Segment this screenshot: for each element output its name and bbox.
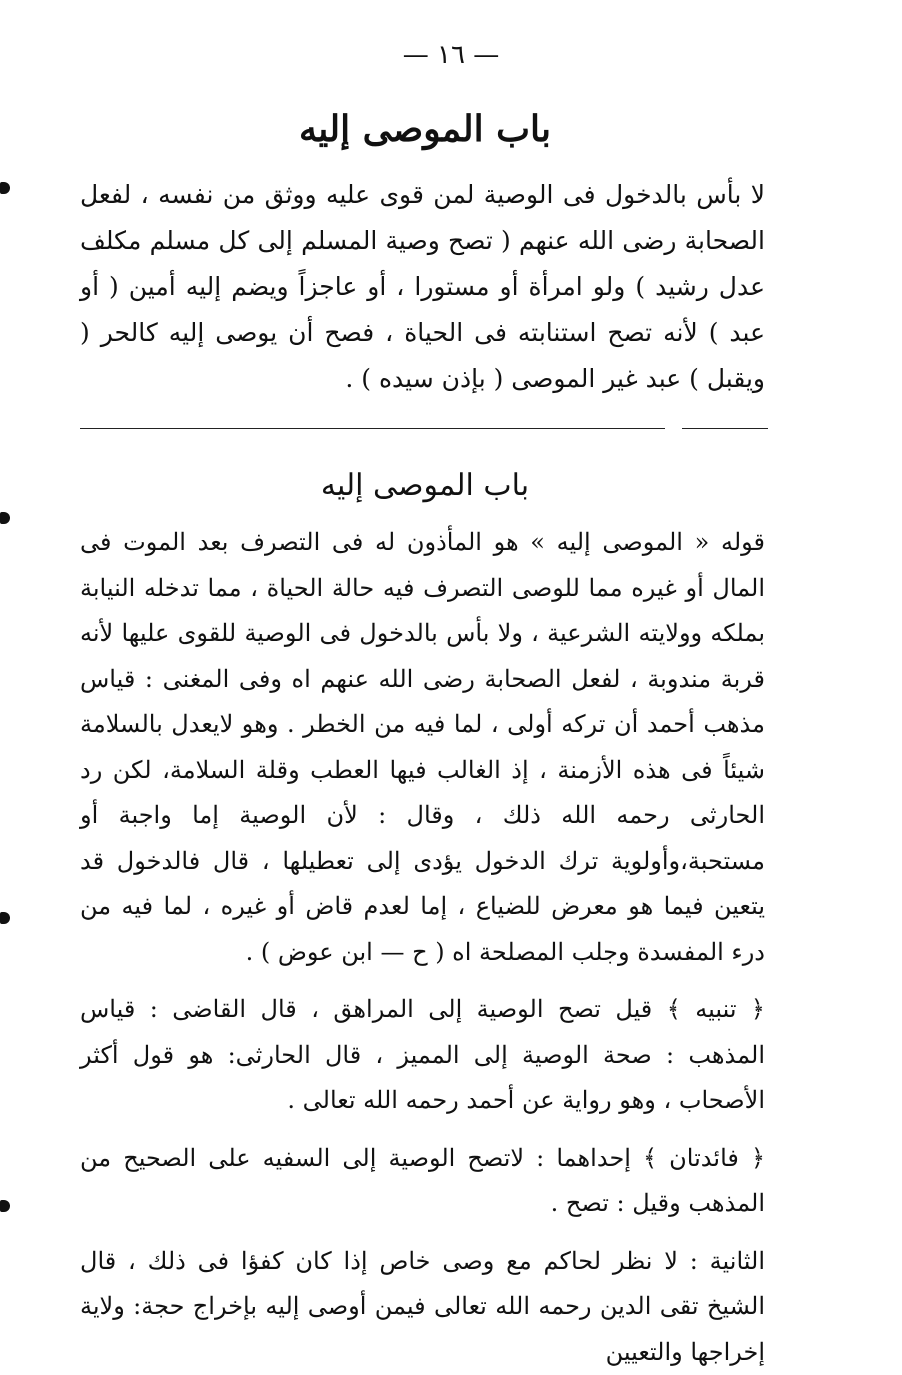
margin-mark [0,512,10,524]
page-number: — ١٦ — [0,40,902,70]
main-paragraph: لا بأس بالدخول فى الوصية لمن قوى عليه ووثق من نفسه ، لفعل الصحابة رضى الله عنهم ( تصح وصية المسلم إلى كل مسلم مكلف عدل رشيد ) ولو امرأة أو مستورا ، أو عاجزاً ويضم إليه أمين ( أو عبد ) لأنه تصح استنابته فى الحياة ، فصح أن يوصى إليه كالحر ( ويقبل ) عبد غير الموصى ( بإذن سيده ) . [80,172,765,402]
divider-line [682,428,768,429]
commentary-paragraph: ﴿ تنبيه ﴾ قيل تصح الوصية إلى المراهق ، قال القاضى : قياس المذهب : صحة الوصية إلى المميز ، قال الحارثى: هو قول أكثر الأصحاب ، وهو رواية عن أحمد رحمه الله تعالى . [80,987,765,1124]
margin-mark [0,182,10,194]
commentary-paragraph: قوله « الموصى إليه » هو المأذون له فى التصرف بعد الموت فى المال أو غيره مما للوصى التصرف فيه حالة الحياة ، مما تدخله النيابة بملكه وولايته الشرعية ، ولا بأس بالدخول فى الوصية للقوى عليها لأنه قربة مندوبة ، لفعل الصحابة رضى الله عنهم اه وفى المغنى : قياس مذهب أحمد أن تركه أولى ، لما فيه من الخطر . وهو لايعدل بالسلامة شيئاً فى هذه الأزمنة ، إذ الغالب فيها العطب وقلة السلامة، لكن رد الحارثى رحمه الله ذلك ، وقال : لأن الوصية إما واجبة أو مستحبة،وأولوية ترك الدخول يؤدى إلى تعطيلها ، قال فالدخول قد يتعين فيما هو معرض للضياع ، إما لعدم قاض أو غيره ، لما فيه من درء المفسدة وجلب المصلحة اه ( ح — ابن عوض ) . [80,520,765,975]
commentary-text [80,520,765,1375]
commentary-paragraph: الثانية : لا نظر لحاكم مع وصى خاص إذا كان كفؤا فى ذلك ، قال الشيخ تقى الدين رحمه الله تعالى فيمن أوصى إليه بإخراج حجة: ولاية إخراجها والتعيين [80,1239,765,1375]
commentary-paragraph: ﴿ فائدتان ﴾ إحداهما : لاتصح الوصية إلى السفيه على الصحيح من المذهب وقيل : تصح . [80,1136,765,1227]
divider-line [80,428,665,429]
commentary-title: باب الموصى إليه [0,468,850,503]
margin-mark [0,912,10,924]
main-text [80,172,765,402]
margin-mark [0,1200,10,1212]
chapter-title: باب الموصى إليه [0,108,850,150]
